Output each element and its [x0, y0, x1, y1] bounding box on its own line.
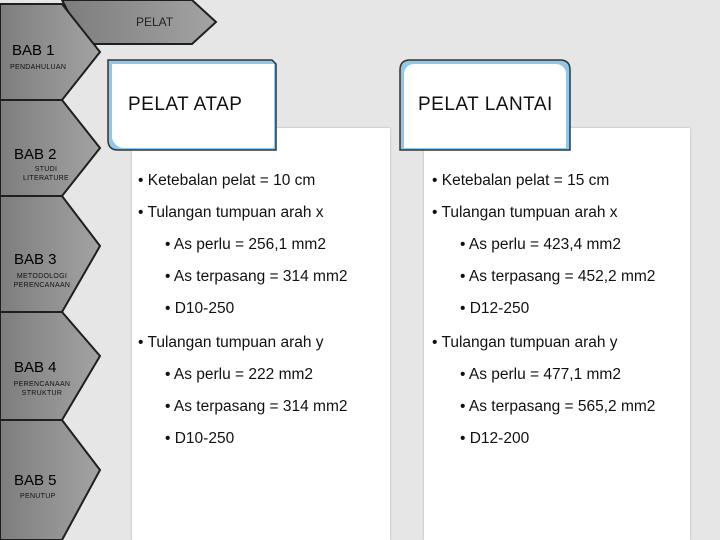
list-item: • Tulangan tumpuan arah y	[432, 334, 618, 351]
list-item: • Tulangan tumpuan arah x	[138, 204, 324, 221]
tab-pelat-lantai-label: PELAT LANTAI	[418, 94, 553, 115]
list-item: • D12-200	[460, 430, 530, 447]
list-item: • As perlu = 256,1 mm2	[165, 236, 326, 253]
list-item: • As perlu = 423,4 mm2	[460, 236, 621, 253]
tab-pelat-atap[interactable]	[112, 64, 274, 148]
list-item: • As terpasang = 565,2 mm2	[460, 398, 656, 415]
nav-item-subtitle: PENUTUP	[20, 493, 56, 500]
list-item: • As perlu = 222 mm2	[165, 366, 314, 383]
list-item: • Ketebalan pelat = 10 cm	[138, 172, 316, 189]
nav-item-title: BAB 2	[14, 146, 57, 163]
tab-shapes	[0, 0, 720, 160]
nav-item-title: BAB 5	[14, 472, 57, 489]
list-item: • D12-250	[460, 300, 530, 317]
nav-item-bab-5[interactable]	[0, 466, 95, 526]
list-item: • D10-250	[165, 430, 235, 447]
list-item: • As terpasang = 314 mm2	[165, 268, 348, 285]
nav-item-title: BAB 3	[14, 251, 57, 268]
nav-item-title: BAB 1	[12, 42, 55, 59]
nav-item-title: BAB 4	[14, 359, 57, 376]
top-tab-label: PELAT	[136, 15, 174, 29]
list-item: • D10-250	[165, 300, 235, 317]
list-item: • Tulangan tumpuan arah x	[432, 204, 618, 221]
list-item: • Tulangan tumpuan arah y	[138, 334, 324, 351]
list-item: • As terpasang = 452,2 mm2	[460, 268, 656, 285]
nav-item-bab-4[interactable]	[0, 352, 95, 412]
list-item: • Ketebalan pelat = 15 cm	[432, 172, 610, 189]
nav-item-subtitle: PERENCANAAN STRUKTUR	[13, 381, 71, 397]
tab-pelat-atap-label: PELAT ATAP	[128, 94, 243, 115]
list-item: • As perlu = 477,1 mm2	[460, 366, 621, 383]
list-item: • As terpasang = 314 mm2	[165, 398, 348, 415]
nav-item-bab-3[interactable]	[0, 244, 95, 304]
nav-item-subtitle: METODOLOGI PERENCANAAN	[13, 273, 71, 289]
tab-pelat-lantai[interactable]	[404, 64, 566, 148]
nav-item-subtitle: STUDI LITERATURE	[22, 166, 70, 182]
nav-item-subtitle: PENDAHULUAN	[10, 64, 67, 71]
